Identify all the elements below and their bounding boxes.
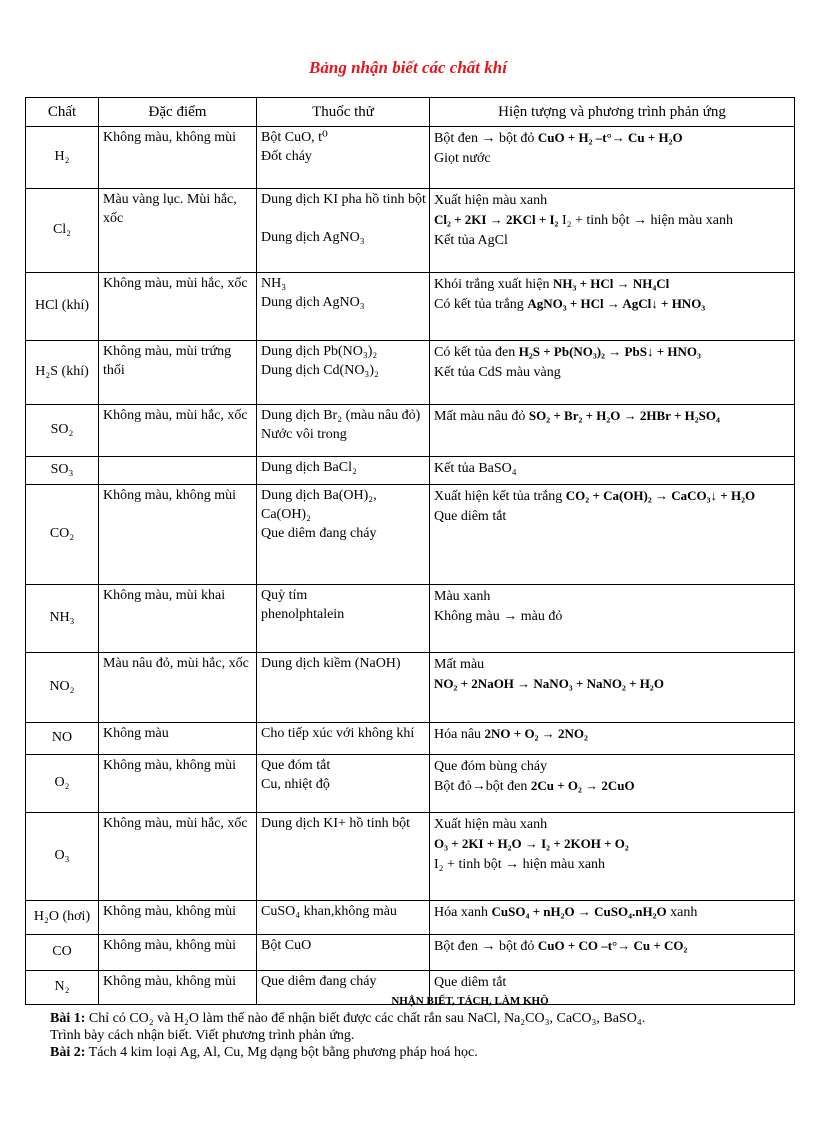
cell-dac-diem: Không màu, không mùi [99, 971, 257, 1005]
reagent-line: CuSO₄ khan,không màu [261, 904, 397, 919]
reaction-equation: SO₂ + Br₂ + H₂O → 2HBr + H₂SO₄ [528, 408, 720, 423]
reagent-line: Dung dịch KI+ hồ tinh bột [261, 816, 411, 831]
cell-dac-diem: Không màu, không mùi [99, 485, 257, 585]
reagent-line: Que diêm đang cháy [261, 974, 377, 989]
cell-dac-diem: Không màu, không mùi [99, 127, 257, 189]
reaction-equation: 2NO + O₂ → 2NO₂ [484, 726, 588, 741]
reaction-equation: NH₃ + HCl → NH₄Cl [552, 276, 670, 291]
cell-dac-diem: Không màu, mùi khai [99, 585, 257, 653]
phenomenon-text: Que đóm bùng cháy [434, 759, 548, 774]
table-row [26, 485, 795, 585]
reagent-line: Dung dịch AgNO₃ [261, 230, 365, 245]
phenomenon-line [434, 607, 790, 627]
cell-chat: HCl (khí) [26, 273, 99, 341]
phenomenon-line [434, 777, 790, 797]
cell-chat: H₂S (khí) [26, 341, 99, 405]
cell-dac-diem: Không màu, mùi hắc, xốc [99, 813, 257, 901]
phenomenon-text: Xuất hiện màu xanh [434, 817, 548, 832]
table-row [26, 585, 795, 653]
phenomenon-text: Có kết tủa trắng [434, 296, 528, 312]
exercise-2-label: Bài 2: [50, 1045, 86, 1060]
phenomenon-line [434, 973, 790, 993]
reagent-line: Ca(OH)₂ [261, 507, 311, 522]
phenomenon-text: Giọt nước [434, 150, 491, 166]
reagent-line: Dung dịch Ba(OH)₂, [261, 488, 377, 503]
cell-thuoc-thu [257, 723, 430, 755]
reagent-line: Dung dịch Pb(NO₃)₂ [261, 344, 378, 359]
reagent-line: phenolphtalein [261, 607, 345, 622]
phenomenon-line [434, 275, 790, 295]
cell-dac-diem: Màu nâu đỏ, mùi hắc, xốc [99, 653, 257, 723]
phenomenon-line [434, 231, 790, 251]
cell-hien-tuong [430, 901, 795, 935]
phenomenon-text: Màu xanh [434, 589, 491, 604]
cell-thuoc-thu [257, 341, 430, 405]
reaction-equation: CO₂ + Ca(OH)₂ → CaCO₃↓ + H₂O [565, 488, 756, 503]
cell-chat: NH₃ [26, 585, 99, 653]
phenomenon-line [434, 937, 790, 957]
reagent-line: Dung dịch BaCl₂ [261, 460, 357, 475]
phenomenon-line [434, 507, 790, 527]
reaction-equation: H₂S + Pb(NO₃)₂ → PbS↓ + HNO₃ [518, 344, 701, 359]
cell-dac-diem: Không màu, không mùi [99, 901, 257, 935]
header-chat: Chất [26, 98, 99, 127]
cell-chat: Cl₂ [26, 189, 99, 273]
reaction-equation: 2Cu + O₂ → 2CuO [530, 777, 635, 793]
cell-hien-tuong [430, 755, 795, 813]
cell-dac-diem: Không màu [99, 723, 257, 755]
phenomenon-text: Que diêm tắt [434, 975, 507, 990]
cell-hien-tuong [430, 341, 795, 405]
cell-hien-tuong [430, 189, 795, 273]
cell-chat: SO₂ [26, 405, 99, 457]
reagent-line: Quỳ tím [261, 588, 308, 603]
exercise-2-text: Tách 4 kim loại Ag, Al, Cu, Mg dạng bột bằng phương pháp hoá học. [85, 1045, 478, 1060]
reagent-line: NH₃ [261, 276, 287, 291]
cell-chat: CO [26, 935, 99, 971]
cell-thuoc-thu [257, 457, 430, 485]
phenomenon-text: Khói trắng xuất hiện [434, 277, 553, 292]
reagent-line: Cho tiếp xúc với không khí [261, 726, 415, 741]
table-row [26, 341, 795, 405]
reagent-line: Dung dịch Cd(NO₃)₂ [261, 363, 379, 378]
phenomenon-line [434, 835, 790, 855]
cell-chat: N₂ [26, 971, 99, 1005]
cell-hien-tuong [430, 273, 795, 341]
phenomenon-line [434, 675, 790, 695]
cell-chat: NO₂ [26, 653, 99, 723]
phenomenon-text: Mất màu [434, 657, 485, 672]
phenomenon-text: Que diêm tắt [434, 508, 507, 524]
cell-dac-diem [99, 457, 257, 485]
reaction-equation: NO₂ + 2NaOH → NaNO₃ + NaNO₂ + H₂O [434, 675, 664, 691]
table-row [26, 901, 795, 935]
cell-dac-diem: Không màu, mùi trứng thối [99, 341, 257, 405]
cell-thuoc-thu [257, 901, 430, 935]
phenomenon-text: Kết tủa BaSO₄ [434, 461, 517, 476]
table-row [26, 189, 795, 273]
phenomenon-text: Không màu → màu đỏ [434, 608, 563, 624]
table-row [26, 127, 795, 189]
section-heading: NHẬN BIẾT, TÁCH, LÀM KHÔ [391, 995, 549, 1007]
phenomenon-line [434, 587, 790, 607]
phenomenon-line [434, 655, 790, 675]
phenomenon-text: Hóa nâu [434, 727, 485, 742]
phenomenon-line [434, 211, 790, 231]
phenomenon-suffix: xanh [666, 905, 698, 920]
reagent-line [261, 210, 425, 229]
reaction-equation: CuSO₄ + nH₂O → CuSO₄.nH₂O [491, 904, 667, 919]
phenomenon-line [434, 757, 790, 777]
cell-dac-diem: Không màu, mùi hắc, xốc [99, 405, 257, 457]
cell-thuoc-thu [257, 485, 430, 585]
phenomenon-text: Mất màu nâu đỏ [434, 409, 529, 424]
reaction-equation: Cl₂ + 2KI → 2KCl + I₂ [434, 211, 559, 227]
cell-dac-diem: Không màu, không mùi [99, 935, 257, 971]
table-header-row [26, 98, 795, 127]
table-row [26, 813, 795, 901]
table-row [26, 405, 795, 457]
cell-dac-diem: Màu vàng lục. Mùi hắc, xốc [99, 189, 257, 273]
phenomenon-line [434, 363, 790, 383]
table-row [26, 457, 795, 485]
table-row [26, 273, 795, 341]
phenomenon-line [434, 487, 790, 507]
reaction-equation: CuO + H₂ –t°→ Cu + H₂O [537, 130, 683, 145]
gas-identification-table [25, 97, 795, 1005]
phenomenon-line [434, 815, 790, 835]
cell-hien-tuong [430, 653, 795, 723]
reaction-equation: AgNO₃ + HCl → AgCl↓ + HNO₃ [527, 295, 706, 311]
phenomenon-line [434, 295, 790, 315]
cell-hien-tuong [430, 485, 795, 585]
table-row [26, 755, 795, 813]
cell-hien-tuong [430, 935, 795, 971]
phenomenon-text: Kết tủa CdS màu vàng [434, 364, 561, 380]
exercise-1 [50, 1010, 770, 1027]
cell-hien-tuong [430, 405, 795, 457]
reagent-line: Dung dịch Br₂ (màu nâu đỏ) [261, 408, 421, 423]
cell-thuoc-thu [257, 935, 430, 971]
cell-chat: CO₂ [26, 485, 99, 585]
cell-thuoc-thu [257, 585, 430, 653]
exercise-1-label: Bài 1: [50, 1011, 86, 1026]
cell-thuoc-thu [257, 405, 430, 457]
cell-hien-tuong [430, 813, 795, 901]
table-row [26, 653, 795, 723]
reagent-line: Cu, nhiệt độ [261, 777, 330, 792]
cell-hien-tuong [430, 723, 795, 755]
phenomenon-text: Bột đỏ→bột đen [434, 778, 531, 794]
phenomenon-text: Bột đen → bột đỏ [434, 939, 538, 954]
phenomenon-line [434, 129, 790, 149]
phenomenon-text: Kết tủa AgCl [434, 232, 508, 248]
phenomenon-text: Bột đen → bột đỏ [434, 131, 538, 146]
table-row [26, 723, 795, 755]
cell-thuoc-thu [257, 189, 430, 273]
phenomenon-line [434, 191, 790, 211]
phenomenon-text: Xuất hiện màu xanh [434, 193, 548, 208]
cell-chat: H₂ [26, 127, 99, 189]
phenomenon-text: Hóa xanh [434, 905, 492, 920]
cell-chat: SO₃ [26, 457, 99, 485]
cell-thuoc-thu [257, 127, 430, 189]
cell-thuoc-thu [257, 813, 430, 901]
cell-hien-tuong [430, 457, 795, 485]
reagent-line: Bột CuO, t⁰ [261, 130, 328, 145]
header-dac-diem: Đặc điểm [99, 98, 257, 127]
cell-chat: NO [26, 723, 99, 755]
reaction-equation: O₃ + 2KI + H₂O → I₂ + 2KOH + O₂ [434, 835, 629, 851]
phenomenon-suffix: I₂ + tinh bột → hiện màu xanh [558, 212, 733, 228]
phenomenon-text: I₂ + tinh bột → hiện màu xanh [434, 856, 606, 872]
exercise-1-text: Chỉ có CO₂ và H₂O làm thế nào để nhận biết được các chất rắn sau NaCl, Na₂CO₃, CaCO₃, BaSO₄. [85, 1011, 646, 1026]
header-thuoc-thu: Thuốc thử [257, 98, 430, 127]
reagent-line: Dung dịch KI pha hồ tinh bột [261, 192, 426, 207]
exercise-section [50, 993, 770, 1061]
phenomenon-line [434, 725, 790, 745]
cell-thuoc-thu [257, 755, 430, 813]
reagent-line: Bột CuO [261, 938, 312, 953]
reagent-line: Que đóm tắt [261, 758, 331, 773]
phenomenon-line [434, 343, 790, 363]
cell-thuoc-thu [257, 653, 430, 723]
cell-dac-diem: Không màu, không mùi [99, 755, 257, 813]
cell-dac-diem: Không màu, mùi hắc, xốc [99, 273, 257, 341]
phenomenon-line [434, 407, 790, 427]
header-hien-tuong: Hiện tượng và phương trình phản ứng [430, 98, 795, 127]
phenomenon-line [434, 149, 790, 169]
phenomenon-text: Xuất hiện kết tủa trắng [434, 489, 566, 504]
phenomenon-line [434, 855, 790, 875]
cell-chat: O₃ [26, 813, 99, 901]
reagent-line: Que diêm đang cháy [261, 526, 377, 541]
phenomenon-text: Có kết tủa đen [434, 345, 519, 360]
table-row [26, 935, 795, 971]
cell-hien-tuong [430, 585, 795, 653]
exercise-2 [50, 1044, 770, 1061]
cell-chat: O₂ [26, 755, 99, 813]
phenomenon-line [434, 903, 790, 923]
cell-hien-tuong [430, 127, 795, 189]
reaction-equation: CuO + CO –t°→ Cu + CO₂ [537, 938, 688, 953]
reagent-line: Dung dịch AgNO₃ [261, 295, 365, 310]
reagent-line: Đốt cháy [261, 149, 312, 164]
reagent-line: Dung dịch kiềm (NaOH) [261, 656, 401, 671]
cell-chat: H₂O (hơi) [26, 901, 99, 935]
phenomenon-line [434, 459, 790, 479]
reagent-line: Nước vôi trong [261, 427, 347, 442]
exercise-1-line2: Trình bày cách nhận biết. Viết phương trình phản ứng. [50, 1028, 355, 1043]
page-title: Bảng nhận biết các chất khí [309, 58, 507, 77]
cell-thuoc-thu [257, 273, 430, 341]
